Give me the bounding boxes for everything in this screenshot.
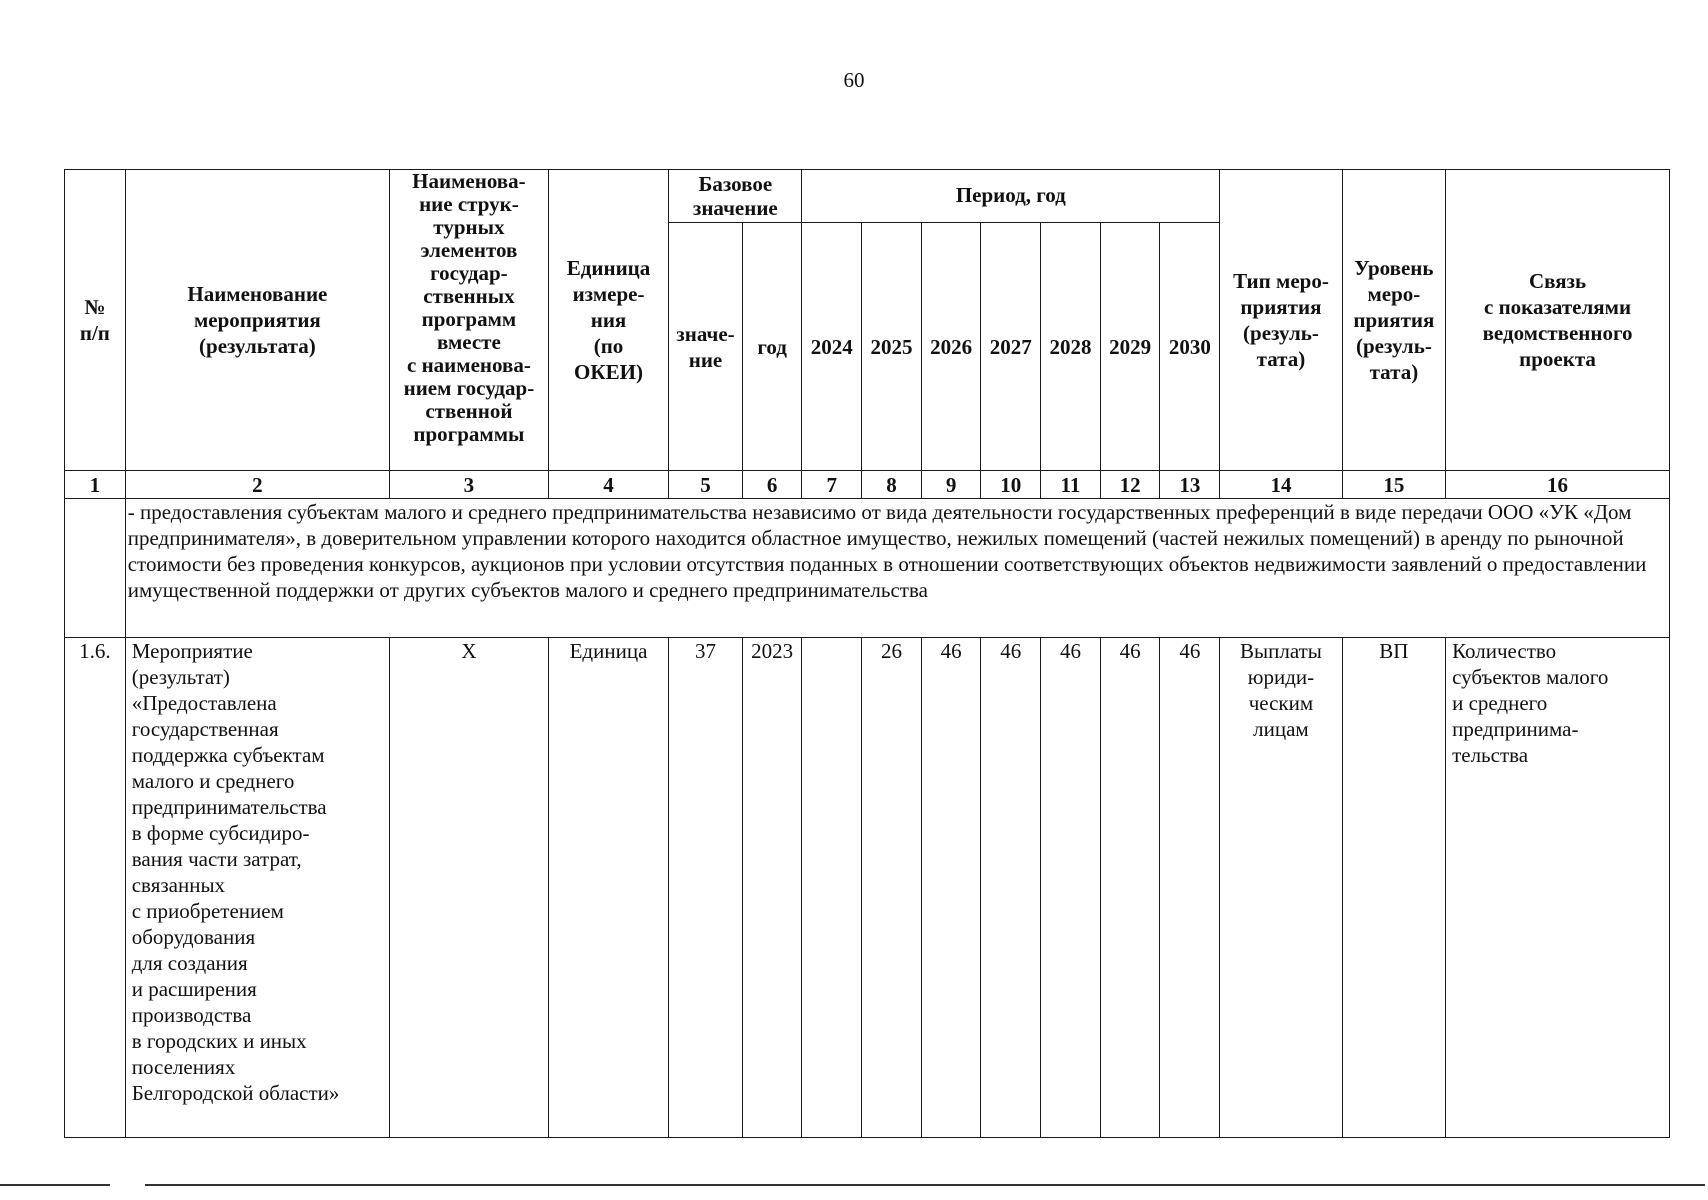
row-measure-name: Мероприятие (результат) «Предоставлена государственная поддержка субъектам малого и среднего предпринимательства в форме субсидиро- вания части затрат, связанных с приобретением оборудования для создания и расширения производства в городских и иных поселениях Белгородской области» xyxy=(125,638,389,1138)
row-value-2026: 46 xyxy=(921,638,981,1138)
col-number: 9 xyxy=(921,471,981,499)
header-year-2030: 2030 xyxy=(1160,223,1220,471)
header-base-group: Базовое значение xyxy=(669,170,802,223)
header-link: Связь с показателями ведомственного проекта xyxy=(1446,170,1670,471)
header-struct: Наименова- ние струк- турных элементов государ- ственных программ вместе с наименова- нием государ- ственной программы xyxy=(390,170,549,471)
row-base-value: 37 xyxy=(669,638,743,1138)
col-number: 3 xyxy=(390,471,549,499)
header-base-year: год xyxy=(742,223,802,471)
header-period-group: Период, год xyxy=(802,170,1220,223)
col-number: 10 xyxy=(981,471,1041,499)
row-number: 1.6. xyxy=(65,638,126,1138)
header-name: Наименование мероприятия (результата) xyxy=(125,170,389,471)
col-number: 11 xyxy=(1041,471,1101,499)
note-text: - предоставления субъектам малого и среднего предпринимательства независимо от вида деятельности государственных преференций в виде передачи ООО «УК «Дом предпринимателя», в доверительном управлении которого находится областное имущество, нежилых помещений (частей нежилых помещений) в аренду по рыночной стоимости без проведения конкурсов, аукционов при условии отсутствия поданных в отношении соответствующих объектов недвижимости заявлений о предоставлении имущественной поддержки от других субъектов малого и среднего предпринимательства xyxy=(125,499,1669,638)
row-value-2028: 46 xyxy=(1041,638,1101,1138)
row-unit: Единица xyxy=(548,638,668,1138)
header-type: Тип меро- приятия (резуль- тата) xyxy=(1220,170,1343,471)
header-year-2024: 2024 xyxy=(802,223,862,471)
col-number: 12 xyxy=(1100,471,1160,499)
header-year-2027: 2027 xyxy=(981,223,1041,471)
row-value-2027: 46 xyxy=(981,638,1041,1138)
col-number: 4 xyxy=(548,471,668,499)
header-unit: Единица измере- ния (по ОКЕИ) xyxy=(548,170,668,471)
header-level: Уровень меро- приятия (резуль- тата) xyxy=(1342,170,1445,471)
header-year-2028: 2028 xyxy=(1041,223,1101,471)
row-value-2024 xyxy=(802,638,862,1138)
col-number: 14 xyxy=(1220,471,1343,499)
row-link: Количество субъектов малого и среднего предпринима- тельства xyxy=(1446,638,1670,1138)
header-year-2025: 2025 xyxy=(862,223,922,471)
row-value-2030: 46 xyxy=(1160,638,1220,1138)
footer-rule xyxy=(145,1184,1705,1186)
col-number: 13 xyxy=(1160,471,1220,499)
col-number: 5 xyxy=(669,471,743,499)
row-struct: Х xyxy=(390,638,549,1138)
row-base-year: 2023 xyxy=(742,638,802,1138)
row-level: ВП xyxy=(1342,638,1445,1138)
header-num: № п/п xyxy=(65,170,126,471)
col-number: 7 xyxy=(802,471,862,499)
measures-table xyxy=(64,169,1670,1138)
header-year-2026: 2026 xyxy=(921,223,981,471)
header-year-2029: 2029 xyxy=(1100,223,1160,471)
page-number: 60 xyxy=(843,68,865,92)
col-number: 8 xyxy=(862,471,922,499)
col-number: 6 xyxy=(742,471,802,499)
row-type: Выплаты юриди- ческим лицам xyxy=(1220,638,1343,1138)
col-number: 1 xyxy=(65,471,126,499)
col-number: 2 xyxy=(125,471,389,499)
note-empty-cell xyxy=(65,499,126,638)
col-number: 15 xyxy=(1342,471,1445,499)
row-value-2029: 46 xyxy=(1100,638,1160,1138)
col-number: 16 xyxy=(1446,471,1670,499)
row-value-2025: 26 xyxy=(862,638,922,1138)
footer-rule-left xyxy=(0,1184,110,1186)
header-base-value: значе- ние xyxy=(669,223,743,471)
